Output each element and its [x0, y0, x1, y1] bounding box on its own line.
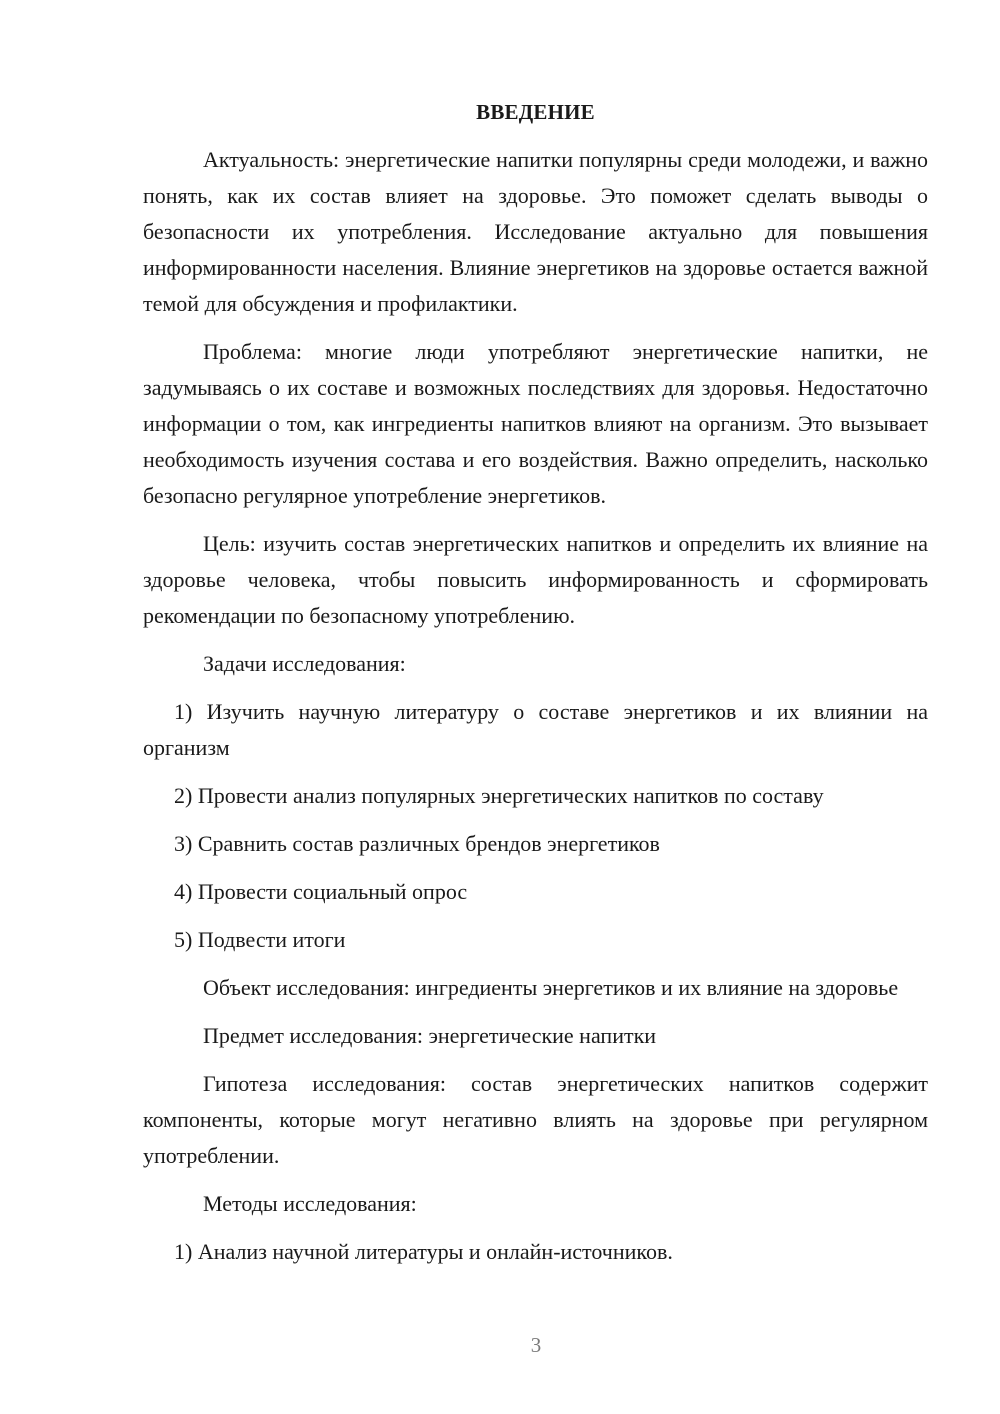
task-item: 4) Провести социальный опрос: [174, 879, 468, 904]
methods-list: [143, 1234, 928, 1270]
method-item: 1) Анализ научной литературы и онлайн-источников.: [174, 1239, 673, 1264]
task-item: 5) Подвести итоги: [174, 927, 346, 952]
goal-paragraph: Цель: изучить состав энергетических напитков и определить их влияние на здоровье человека, чтобы повысить информированность и сформировать рекомендации по безопасному употреблению.: [143, 531, 928, 628]
task-item: 2) Провести анализ популярных энергетических напитков по составу: [174, 783, 824, 808]
document-body: [143, 94, 928, 1282]
methods-heading: Методы исследования:: [203, 1191, 417, 1216]
task-item: 1) Изучить научную литературу о составе энергетиков и их влиянии на организм: [143, 699, 928, 760]
subject-paragraph: Предмет исследования: энергетические напитки: [203, 1023, 657, 1048]
tasks-heading: Задачи исследования:: [203, 651, 406, 676]
task-item: 3) Сравнить состав различных брендов энергетиков: [174, 831, 660, 856]
section-title: ВВЕДЕНИЕ: [476, 100, 595, 124]
tasks-list: [143, 694, 928, 958]
page-number: 3: [530, 1333, 542, 1357]
relevance-paragraph: Актуальность: энергетические напитки популярны среди молодежи, и важно понять, как их состав влияет на здоровье. Это поможет сделать выводы о безопасности их употребления. Исследование актуально для повышения информированности населения. Влияние энергетиков на здоровье остается важной темой для обсуждения и профилактики.: [143, 147, 928, 316]
object-paragraph: Объект исследования: ингредиенты энергетиков и их влияние на здоровье: [203, 975, 899, 1000]
hypothesis-paragraph: Гипотеза исследования: состав энергетических напитков содержит компоненты, которые могут негативно влиять на здоровье при регулярном употреблении.: [143, 1071, 928, 1168]
problem-paragraph: Проблема: многие люди употребляют энергетические напитки, не задумываясь о их составе и возможных последствиях для здоровья. Недостаточно информации о том, как ингредиенты напитков влияют на организм. Это вызывает необходимость изучения состава и его воздействия. Важно определить, насколько безопасно регулярное употребление энергетиков.: [143, 339, 928, 508]
